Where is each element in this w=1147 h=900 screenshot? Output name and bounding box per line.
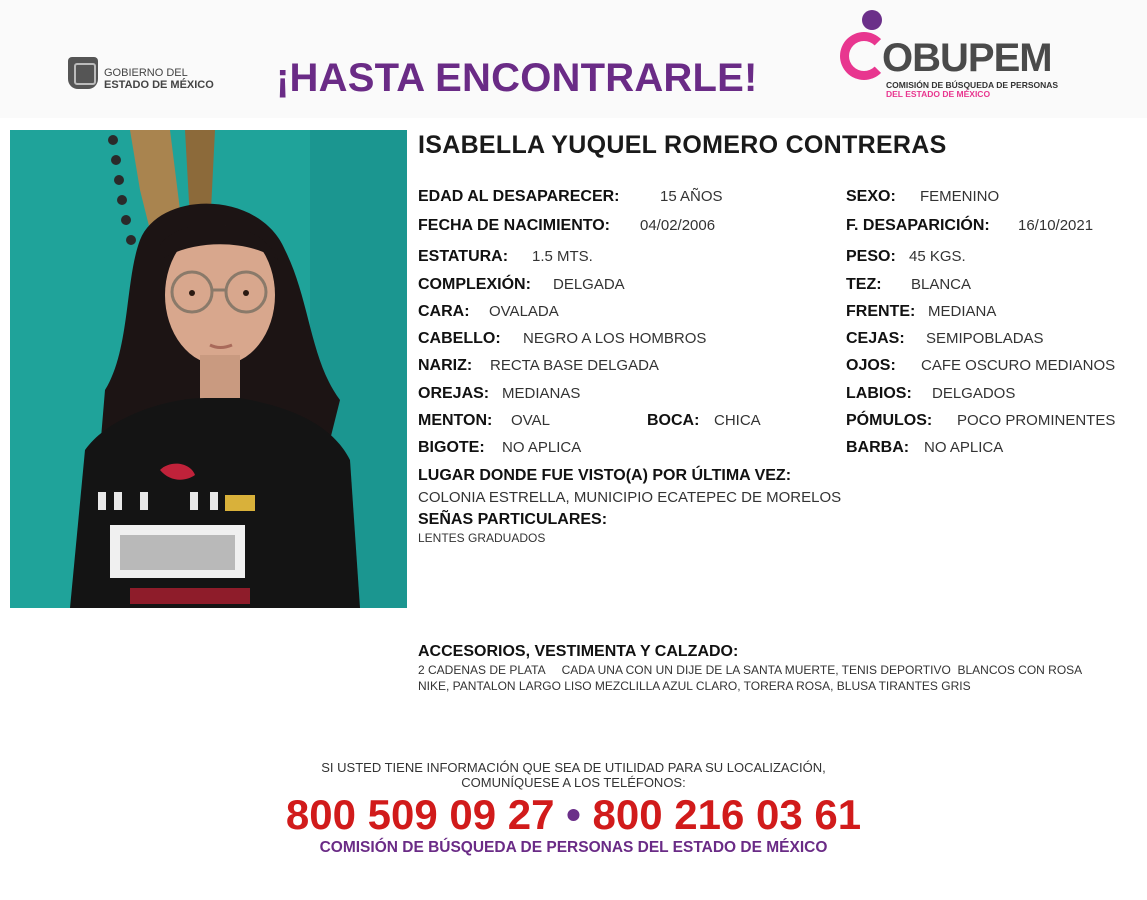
label-ojos: OJOS: <box>846 357 896 374</box>
value-menton: OVAL <box>511 412 550 429</box>
phone-1[interactable]: 800 509 09 27 <box>285 791 555 838</box>
label-barba: BARBA: <box>846 439 910 456</box>
label-fecha-desaparicion: F. DESAPARICIÓN: <box>846 217 990 234</box>
value-cejas: SEMIPOBLADAS <box>926 330 1044 347</box>
label-cejas: CEJAS: <box>846 330 905 347</box>
value-lugar: COLONIA ESTRELLA, MUNICIPIO ECATEPEC DE MORELOS <box>418 489 842 506</box>
value-frente: MEDIANA <box>928 303 997 320</box>
label-cabello: CABELLO: <box>418 330 501 347</box>
label-boca: BOCA: <box>647 412 700 429</box>
label-peso: PESO: <box>846 248 896 265</box>
value-sexo: FEMENINO <box>920 188 1000 205</box>
label-nariz: NARIZ: <box>418 357 473 374</box>
gobierno-line2: ESTADO DE MÉXICO <box>104 79 214 91</box>
label-lugar: LUGAR DONDE FUE VISTO(A) POR ÚLTIMA VEZ: <box>418 467 792 484</box>
value-accesorios: 2 CADENAS DE PLATA CADA UNA CON UN DIJE DE LA SANTA MUERTE, TENIS DEPORTIVO BLANCOS CON ROSA NIKE, PANTALON LARGO LISO MEZCLILLA AZUL CLARO, TORERA ROSA, BLUSA TIRANTES GRIS <box>418 663 1089 693</box>
label-estatura: ESTATURA: <box>418 248 509 265</box>
value-barba: NO APLICA <box>924 439 1004 456</box>
label-bigote: BIGOTE: <box>418 439 485 456</box>
footer-commission: COMISIÓN DE BÚSQUEDA DE PERSONAS DEL ESTADO DE MÉXICO <box>319 839 828 856</box>
label-edad: EDAD AL DESAPARECER: <box>418 188 620 205</box>
value-fecha-desaparicion: 16/10/2021 <box>1018 217 1094 234</box>
value-tez: BLANCA <box>911 276 972 293</box>
cobupem-word: OBUPEM <box>882 36 1052 80</box>
value-fecha-nacimiento: 04/02/2006 <box>640 217 716 234</box>
cobupem-subtitle-1: COMISIÓN DE BÚSQUEDA DE PERSONAS <box>886 80 1059 90</box>
logo-dot-icon <box>862 10 882 30</box>
value-nariz: RECTA BASE DELGADA <box>490 357 659 374</box>
phone-2[interactable]: 800 216 03 61 <box>592 791 862 838</box>
gobierno-logo <box>68 55 218 95</box>
value-cara: OVALADA <box>489 303 559 320</box>
value-boca: CHICA <box>714 412 761 429</box>
label-cara: CARA: <box>418 303 470 320</box>
headline: ¡HASTA ENCONTRARLE! <box>276 56 758 100</box>
label-pomulos: PÓMULOS: <box>846 412 933 429</box>
photo-illustration <box>10 130 407 608</box>
label-complexion: COMPLEXIÓN: <box>418 276 531 293</box>
phone-numbers <box>0 791 1147 839</box>
value-senas: LENTES GRADUADOS <box>418 531 546 545</box>
value-ojos: CAFE OSCURO MEDIANOS <box>921 357 1116 374</box>
value-bigote: NO APLICA <box>502 439 582 456</box>
value-edad: 15 AÑOS <box>660 188 723 205</box>
label-senas: SEÑAS PARTICULARES: <box>418 511 608 528</box>
value-cabello: NEGRO A LOS HOMBROS <box>523 330 707 347</box>
label-frente: FRENTE: <box>846 303 916 320</box>
footer-info-line2: COMUNÍQUESE A LOS TELÉFONOS: <box>461 775 686 790</box>
missing-person-photo <box>10 130 407 608</box>
shield-icon <box>68 57 98 89</box>
person-name: ISABELLA YUQUEL ROMERO CONTRERAS <box>418 131 947 159</box>
label-fecha-nacimiento: FECHA DE NACIMIENTO: <box>418 217 610 234</box>
value-labios: DELGADOS <box>932 385 1016 402</box>
cobupem-subtitle-2: DEL ESTADO DE MÉXICO <box>886 89 991 99</box>
label-menton: MENTON: <box>418 412 493 429</box>
value-pomulos: POCO PROMINENTES <box>957 412 1116 429</box>
gobierno-line1: GOBIERNO DEL <box>104 67 188 79</box>
label-sexo: SEXO: <box>846 188 896 205</box>
label-tez: TEZ: <box>846 276 882 293</box>
value-estatura: 1.5 MTS. <box>532 248 593 265</box>
value-peso: 45 KGS. <box>909 248 966 265</box>
value-complexion: DELGADA <box>553 276 625 293</box>
cobupem-logo <box>838 8 1059 103</box>
label-orejas: OREJAS: <box>418 385 490 402</box>
gobierno-text <box>104 67 214 91</box>
value-orejas: MEDIANAS <box>502 385 581 402</box>
phone-separator: • <box>566 791 581 838</box>
label-labios: LABIOS: <box>846 385 912 402</box>
label-accesorios: ACCESORIOS, VESTIMENTA Y CALZADO: <box>418 643 739 660</box>
logo-c-icon <box>840 32 888 80</box>
footer-info-line1: SI USTED TIENE INFORMACIÓN QUE SEA DE UTILIDAD PARA SU LOCALIZACIÓN, <box>321 760 826 775</box>
